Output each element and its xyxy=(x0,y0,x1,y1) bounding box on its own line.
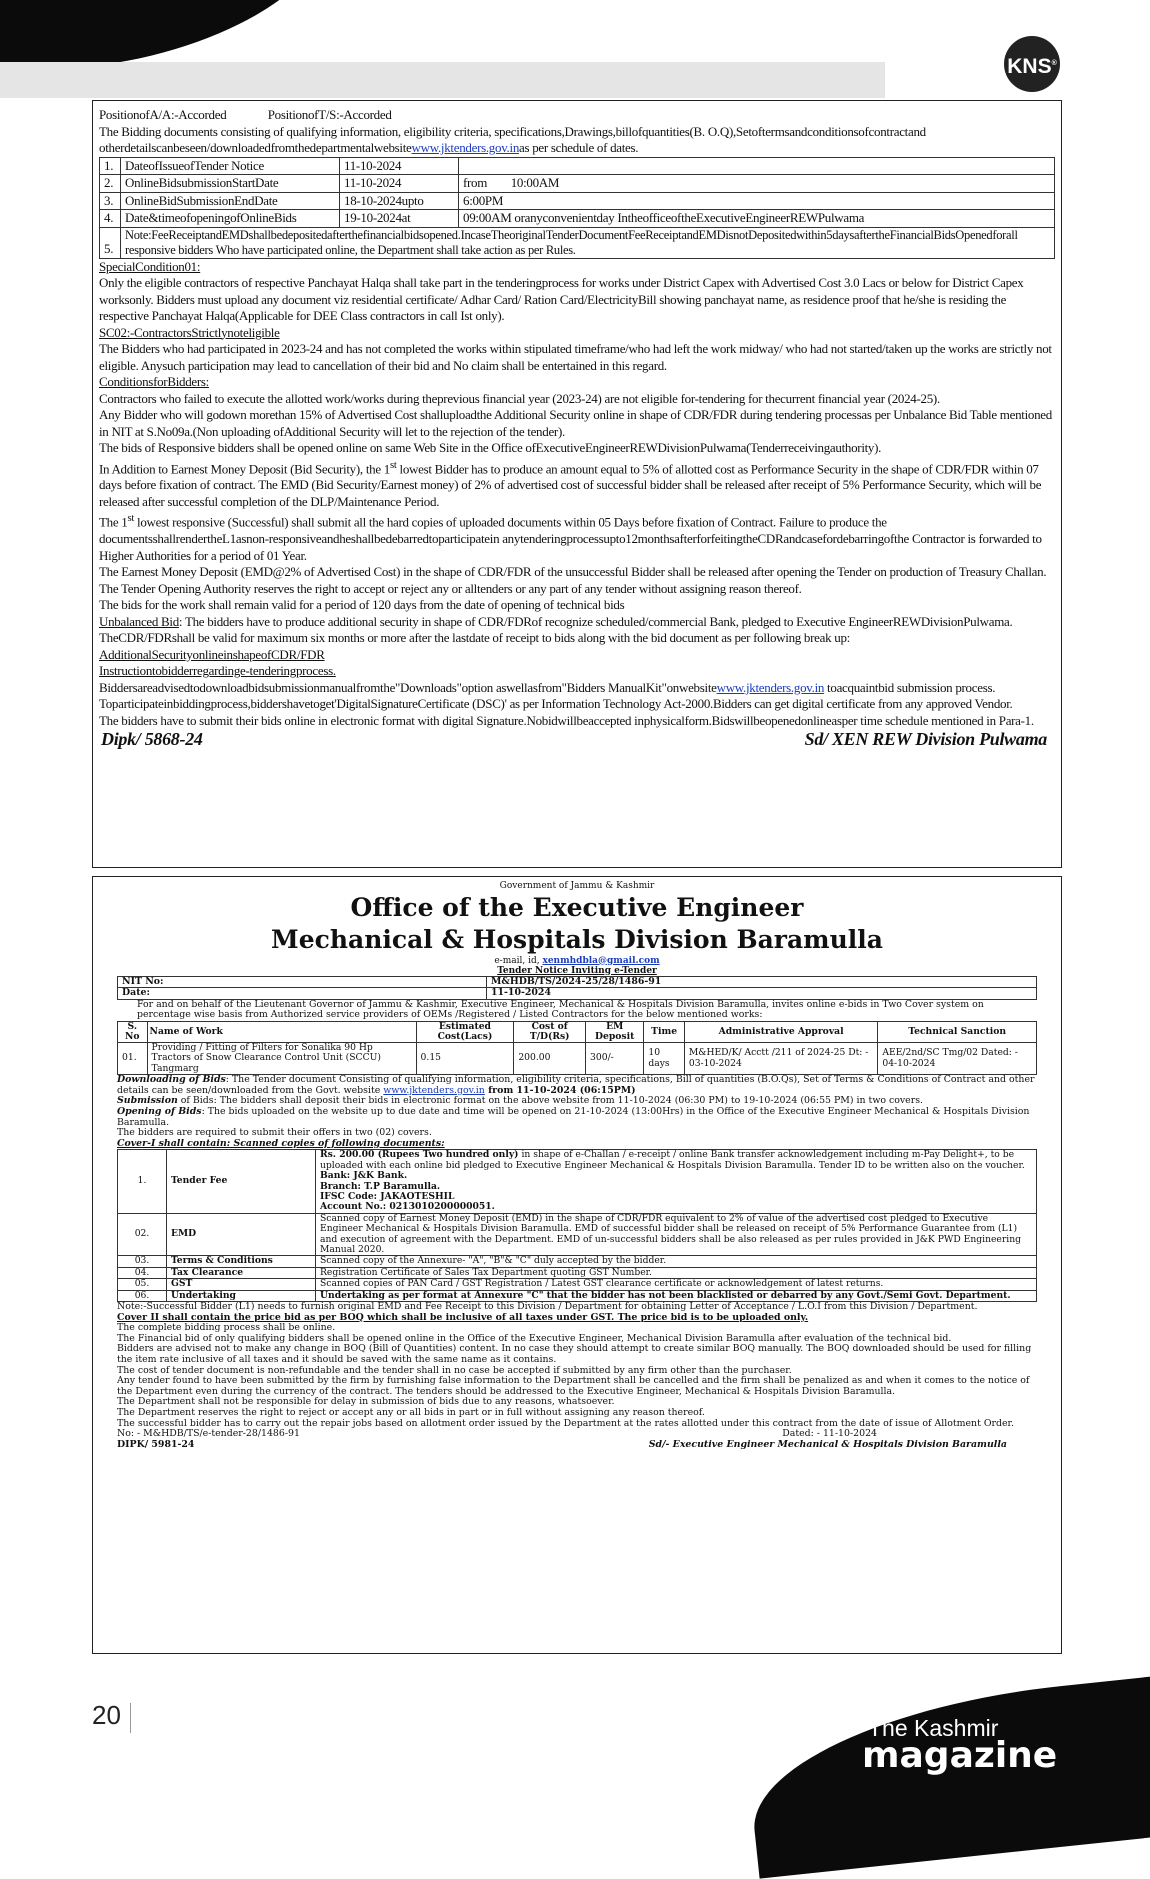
intro-text: The Bidding documents consisting of qualifying information, eligibility criteria, specifications,Drawings,billofquantities(B. O.Q),Setoftermsandconditionsofcontractand otherdetailscanbeseen/downloadedfromthedepartmentalwebsitewww.jktenders.gov.inas per schedule of dates. xyxy=(99,123,926,155)
dates-table xyxy=(99,157,1055,259)
email-link[interactable]: xenmhdbla@gmail.com xyxy=(542,955,660,966)
signature-line: DIPK/ 5981-24 Sd/- Executive Engineer Mechanical & Hospitals Division Baramulla xyxy=(117,1438,1007,1450)
special-condition-heading: SpecialCondition01: xyxy=(99,258,201,274)
footer-refs: No: - M&HDB/TS/e-tender-28/1486-91 Dated: - 11-10-2024 xyxy=(117,1428,877,1440)
condition-item: Any Bidder who will godown morethan 15% of Advertised Cost shalluploadthe Additional Security online in shape of CDR/FDR during tendering processas per Unbalance Bid Table mentioned in NIT at S.No09a.(Non uploading ofAdditional Security will let to the rejection of the tender). xyxy=(99,407,1052,439)
condition-item: The bids of Responsive bidders shall be opened online on same Web Site in the Office ofExecutiveEngineerREWDivisionPulwama(Tenderreceivingauthority). xyxy=(99,440,882,455)
instruction-heading: Instructiontobidderregardinge-tenderingprocess. xyxy=(99,663,336,679)
downloading-of-bids: Downloading of Bids: The Tender document Consisting of qualifying information, eligibility criteria, specifications, Bill of quantities (B.O.Qs), Set of Terms & Conditions of Contract and other details can be seen/downloaded from the Govt. website www.jktenders.gov.in from 11-10-2024 (06:15PM) xyxy=(117,1074,1035,1096)
opening-of-bids: Opening of Bids: The bids uploaded on the website up to due date and time will be opened on 21-10-2024 (13:00Hrs) in the Office of the Executive Engineer Mechanical & Hospitals Division Baramulla. xyxy=(117,1105,1030,1128)
table-row: 3. OnlineBidSubmissionEndDate 18-10-2024upto 6:00PM xyxy=(100,192,1055,210)
government-line: Government of Jammu & Kashmir xyxy=(499,881,655,891)
table-row: 01. Providing / Fitting of Filters for Sonalika 90 Hp Tractors of Snow Clearance Control Unit (SCCU) Tangmarg 0.15 200.00 300/- 10 days M&HED/K/ Acctt /211 of 2024-25 Dt: - 03-10-2024 AEE/2nd/SC Tmg/02 Dated: - 04-10-2024 xyxy=(118,1042,1037,1074)
special-condition-text: Only the eligible contractors of respective Panchayat Halqa shall take part in the tenderingprocess for works under District Capex with Advertised Cost 3.0 Lacs or below for District Capex worksonly. Bidders must upload any document viz residential certificate/ Adhar Card/ Ration Card/ElectricityBill showing panchayat name, as residence proof that he/she is residing the respective Panchayat Halqa(Applicable for DEE Class contractors in call Ist only). xyxy=(99,275,1024,323)
email-line: e-mail, id, xenmhdbla@gmail.com xyxy=(494,955,660,966)
page-divider xyxy=(130,1703,131,1733)
table-row: 06. Undertaking Undertaking as per format at Annexure "C" that the bidder has not been blacklisted or debarred by any Govt./Semi Govt. Department. xyxy=(118,1290,1037,1301)
cover1-heading: Cover-I shall contain: Scanned copies of following documents: xyxy=(117,1137,445,1149)
sc02-text: The Bidders who had participated in 2023-24 and has not completed the works within stipulated timeframe/who had left the work midway/ who had not started/taken up the works are strictly not eligible. Anysuch participation may lead to cancellation of their bid and No claim shall be entertained in this regard. xyxy=(99,341,1052,373)
terms-line: The Department reserves the right to reject or accept any or all bids in part or in full without assigning any reason thereof. xyxy=(117,1406,705,1418)
terms-line: The cost of tender document is non-refundable and the tender shall in no case be accepted if submitted by any firm other than the purchaser. xyxy=(117,1364,792,1376)
conditions-heading: ConditionsforBidders: xyxy=(99,374,209,389)
condition-item: The Earnest Money Deposit (EMD@2% of Advertised Cost) in the shape of CDR/FDR of the unsuccessful Bidder shall be released after opening the Tender on production of Treasury Challan. xyxy=(99,564,1047,580)
table-row: NIT No: M&HDB/TS/2024-25/28/1486-91 xyxy=(118,976,1037,988)
instruction-text: Biddersareadvisedtodownloadbidsubmissionmanualfromthe"Downloads"option aswellasfrom"Bidders ManualKit"onwebsitewww.jktenders.gov.in toacquaintbid submission process. xyxy=(99,679,996,695)
table-row: 4. Date&timeofopeningofOnlineBids 19-10-2024at 09:00AM oranyconvenientday IntheofficeoftheExecutiveEngineerREWPulwama xyxy=(100,210,1055,228)
table-row: Date: 11-10-2024 xyxy=(118,988,1037,1000)
instruction-text: Toparticipateinbiddingprocess,biddershavetoget'DigitalSignatureCertificate (DSC)' as per Information Technology Act-2000.Bidders can get digital certificate from any approved Vendor. xyxy=(99,696,1013,712)
works-table xyxy=(117,1021,1037,1075)
office-title: Office of the Executive Engineer xyxy=(350,892,804,922)
position-line: PositionofA/A:-Accorded PositionofT/S:-Accorded xyxy=(99,107,392,122)
header-bar xyxy=(0,62,885,98)
cover2-line: Cover II shall contain the price bid as per BOQ which shall be inclusive of all taxes under GST. The price bid is to be uploaded only. xyxy=(117,1311,809,1323)
table-row: 5. Note:FeeReceiptandEMDshallbedepositedafterthefinancialbidsopened.IncaseTheoriginalTenderDocumentFeeReceiptandEMDisnotDepositedwithin5daysaftertheFinancialBidsOpenedforall responsive bidders Who have participated online, the Department shall take action as per Rules. xyxy=(100,227,1055,258)
table-row: 05. GST Scanned copies of PAN Card / GST Registration / Latest GST clearance certificate or acknowledgement of latest returns. xyxy=(118,1279,1037,1290)
table-row: 2. OnlineBidsubmissionStartDate 11-10-2024 from 10:00AM xyxy=(100,175,1055,193)
page-number: 20 xyxy=(92,1700,121,1730)
terms-line: The successful bidder has to carry out the repair jobs based on allotment order issued by the Department at the rates allotted under this contract from the date of issue of Allotment Order. xyxy=(117,1417,1014,1429)
unbalanced-bid: Unbalanced Bid: The bidders have to produce additional security in shape of CDR/FDRof recognize scheduled/commercial Bank, pledged to Executive EngineerREWDivisionPulwama. TheCDR/FDRshall be valid for maximum six months or more after the lastdate of receipt to bids along with the bid document as per following break up: xyxy=(99,613,1013,646)
website-link[interactable]: www.jktenders.gov.in xyxy=(716,679,825,695)
terms-line: The Financial bid of only qualifying bidders shall be opened online in the Office of the Executive Engineer, Mechanical Division Baramulla after evaluation of the technical bid. xyxy=(117,1332,952,1344)
sc02-heading: SC02:-ContractorsStrictlynoteligible xyxy=(99,324,280,340)
additional-security: AdditionalSecurityonlineinshapeofCDR/FDR xyxy=(99,646,325,662)
offers-line: The bidders are required to submit their offers in two (02) covers. xyxy=(117,1127,432,1139)
table-row: 02. EMD Scanned copy of Earnest Money Deposit (EMD) in the shape of CDR/FDR equivalent to 2% of value of the advertised cost pledged to Executive Engineer Mechanical & Hospitals Division Baramulla. EMD of successful bidder shall be released on receipt of 5% Performance Guarantee from (L1) and execution of agreement with the Department. EMD of un-successful bidders shall be also released as per rules provided in J&K PWD Engineering Manual 2020. xyxy=(118,1213,1037,1256)
tender-notice-pulwama xyxy=(92,100,1062,868)
notice-subtitle: Tender Notice Inviting e-Tender xyxy=(497,965,657,976)
condition-item: In Addition to Earnest Money Deposit (Bid Security), the 1st lowest Bidder has to produce an amount equal to 5% of allotted cost as Performance Security in the shape of CDR/FDR within 07 days before fixation of contract. The EMD (Bid Security/Earnest money) of 2% of advertised cost of successful bidder shall be released after receipt of 5% Performance Security, which will be released after successful completion of the DLP/Maintenance Period. xyxy=(99,458,1042,509)
terms-line: Any tender found to have been submitted by the firm by furnishing false information to the Department shall be cancelled and the firm shall be penalized as and when it comes to the notice of the Department even during the currency of the contract. The tenders should be addressed to the Executive Engineer, Mechanical & Hospitals Division Baramulla. xyxy=(117,1375,1030,1397)
condition-item: Contractors who failed to execute the allotted work/works during theprevious financial year (2023-24) are not eligible for-tendering for thecurrent financial year (2024-25). xyxy=(99,390,940,406)
tender-notice-baramulla xyxy=(92,876,1062,1654)
submission-of-bids: Submission of Bids: The bidders shall deposit their bids in electronic format on the above website from 11-10-2024 (06:30 PM) to 19-10-2024 (06:55 PM) in two covers. xyxy=(117,1095,923,1107)
signature-line: Dipk/ 5868-24 Sd/ XEN REW Division Pulwama xyxy=(101,729,1047,750)
table-row: 1. Tender Fee Rs. 200.00 (Rupees Two hundred only) in shape of e-Challan / e-receipt / online Bank transfer acknowledgement including m-Pay Delight+, to be uploaded with each online bid pledged to Executive Engineer Mechanical & Hospitals Division Baramulla. Tender ID to be written also on the voucher. Bank: J&K Bank. Branch: T.P Baramulla. IFSC Code: JAKAOTESHIL Account No.: 0213010200000051. xyxy=(118,1150,1037,1213)
condition-item: The bids for the work shall remain valid for a period of 120 days from the date of opening of technical bids xyxy=(99,597,625,613)
terms-line: Bidders are advised not to make any change in BOQ (Bill of Quantities) content. In no case they should attempt to create similar BOQ manually. The BOQ downloaded should be used for filling the item rate inclusive of all taxes and it should be saved with the same name as it contains. xyxy=(117,1343,1032,1365)
table-row: 04. Tax Clearance Registration Certificate of Sales Tax Department quoting GST Number. xyxy=(118,1267,1037,1278)
table-row: 03. Terms & Conditions Scanned copy of the Annexure- "A", "B"& "C" duly accepted by the bidder. xyxy=(118,1256,1037,1267)
terms-line: The Department shall not be responsible for delay in submission of bids due to any reasons, whatsoever. xyxy=(117,1396,615,1408)
website-link[interactable]: www.jktenders.gov.in xyxy=(411,140,520,155)
office-title: Mechanical & Hospitals Division Baramulla xyxy=(271,924,883,954)
website-link[interactable]: www.jktenders.gov.in xyxy=(383,1084,485,1096)
terms-line: The complete bidding process shall be online. xyxy=(117,1322,336,1334)
nit-table xyxy=(117,976,1037,1000)
table-row: 1. DateofIssueofTender Notice 11-10-2024 xyxy=(100,157,1055,175)
table-header: S. No Name of Work Estimated Cost(Lacs) Cost of T/D(Rs) EM Deposit Time Administrative Approval Technical Sanction xyxy=(118,1021,1037,1042)
note-line: Note:-Successful Bidder (L1) needs to furnish original EMD and Fee Receipt to this Division / Department for obtaining Letter of Acceptance / L.O.I from this Division / Department. xyxy=(117,1301,978,1313)
condition-item: The 1st lowest responsive (Successful) shall submit all the hard copies of uploaded documents within 05 Days before fixation of Contract. Failure to produce the documentsshallrendertheL1asnon-responsiveandheshallbedebarredtoparticipatein anytenderingprocessupto12monthsafterforfeitingtheCDRandcasefordebarringofthe Contractor is forwarded to Higher Authorities for a period of 01 Year. xyxy=(99,512,1042,563)
documents-table xyxy=(117,1149,1037,1302)
condition-item: The Tender Opening Authority reserves the right to accept or reject any or alltenders or any part of any tender without assigning reason thereof. xyxy=(99,580,802,596)
intro-text: For and on behalf of the Lieutenant Governor of Jammu & Kashmir, Executive Engineer, Mechanical & Hospitals Division Baramulla, invites online e-bids in Two Cover system on percentage wise basis from Authorized service providers of OEMs /Registered / Listed Contractors for the below mentioned works: xyxy=(137,998,984,1021)
brand-logo-bottom: magazine xyxy=(862,1735,1058,1776)
kns-logo: KNS® xyxy=(1004,36,1060,92)
brand-logo-top: The Kashmir xyxy=(868,1715,999,1741)
instruction-text: The bidders have to submit their bids online in electronic format with digital Signature.Nobidwillbeaccepted inphysicalform.Bidswillbeopenedonlineasper time schedule mentioned in Para-1. xyxy=(99,712,1034,728)
